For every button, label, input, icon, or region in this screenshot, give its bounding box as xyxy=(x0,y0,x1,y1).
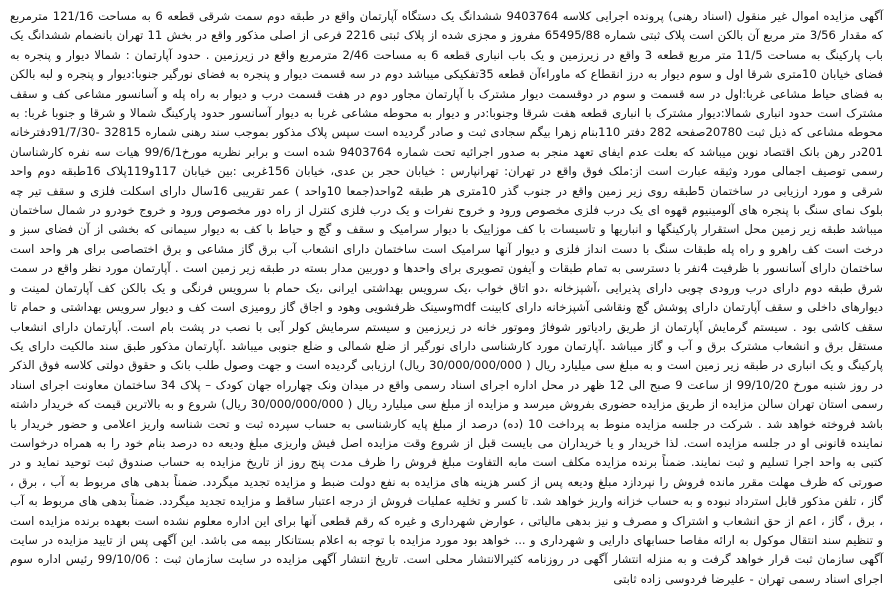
notice-body-text: آگهی مزایده اموال غیر منقول (اسناد رهنی) پرونده اجرایی کلاسه 9403764 ششدانگ یک دستگاه آپارتمان واقع در طبقه دوم سمت شرقی قطعه 6 به مساحت 121/16 مترمربع که مقدار 3/56 متر مربع آن بالکن است پلاک ثبتی شماره 65495/88 مفروز و مجزی شده از پلاک ثبتی 2216 فرعی از اصلی مذکور واقع در بخش 11 تهران بانضمام ششدانگ یک باب پارکینگ به مساحت 11/5 متر مربع قطعه 3 واقع در زیرزمین و یک باب انباری قطعه 6 به مساحت 2/46 مترمربع واقع در زیرزمین . حدود آپارتمان : شمالا دیوار و پنجره به فضای خیابان 10متری شرقا اول و سوم دیوار به درز انقطاع که ماوراءآن قطعه 35تفکیکی میباشد دوم در سه قسمت دیوار و پنجره به فضای نورگیر جنوبا:دیوار و پنجره و لبه بالکن به فضای حیاط مشاعی غربا:اول در سه قسمت و سوم در دوقسمت دیوار مشترک با آپارتمان مجاور دوم در هفت قسمت درب و دیوار به راه پله و آسانسور مشاعی کف و سقف مشترک است حدود انباری شمالا:دیوار مشترک با انباری قطعه هفت شرقا وجنوبا:در و دیوار به محوطه مشاعی غربا به دیوار آسانسور حدود پارکینگ شمالا و شرقا و جنوبا غربا: به محوطه مشاعی که ذیل ثبت 20780صفحه 282 دفتر 110بنام زهرا بیگم سجادی ثبت و صادر گردیده است سپس پلاک مذکور بموجب سند رهنی شماره 32815 -91/7/30دفترخانه 201در رهن بانک اقتصاد نوین میباشد که بعلت عدم ایفای تعهد منجر به صدور اجرائیه تحت شماره 9403764 شده است و برابر نظریه مورخ99/6/1 هیات سه نفره کارشناسان رسمی توصیف اجمالی مورد وثیقه عبارت است از:ملک فوق واقع در تهران: تهرانپارس : خیابان حجر بن عدی، خیابان 156غربی :بین خیابان 117و119پلاک 16طبقه دوم واحد شرقی و مورد ارزیابی در ساختمان 5طبقه روی زیر زمین واقع در جنوب گذر 10متری هر طبقه 2واحد(جمعا 10واحد ) عمر تقریبی 16سال دارای اسکلت فلزی و سقف تیر چه بلوک نمای سنگ با پنجره های آلومینیوم قهوه ای یک درب فلزی مخصوص ورود و خروج نفرات و یک درب فلزی کنترل از راه دور مخصوص ورود و خروج خودرو در شمال ساختمان میباشد طبقه زیر زمین محل استقرار پارکینگها و انباریها و تاسیسات با کف موزاییک با دیوار سرامیک و سقف و گچ و حیاط با کف به دیوار سیمانی که بخشی از آن فضای سبز و درخت است کف راهرو و راه پله طبقات سنگ با دست انداز فلزی و دیوار آنها سرامیک است ساختمان دارای انشعاب آب برق گاز مشاعی و برق اختصاصی برای هر واحد است ساختمان دارای آسانسور با ظرفیت 4نفر با دسترسی به تمام طبقات و آیفون تصویری برای واحدها و دوربین مدار بسته در طبقه زیر زمین است . آپارتمان مورد نظر واقع در سمت شرق طبقه دوم دارای درب ورودی چوبی دارای پذیرایی ،آشپزخانه ،دو اتاق خواب ،یک سرویس بهداشتی ایرانی ،یک حمام با سرویس فرنگی و یک بالکن کف آپارتمان لمینت و دیوارهای داخلی و سقف آپارتمان دارای پوشش گچ ونقاشی آشپزخانه دارای کابینت mdfوسینک ظرفشویی وهود و اجاق گاز رومیزی است کف و دیوار سرویس بهداشتی و حمام تا سقف کاشی بود . سیستم گرمایش آپارتمان از طریق رادیاتور شوفاژ وموتور خانه در زیرزمین و سیستم سرمایش کولر آبی با نصب در پشت بام است. آپارتمان دارای انشعاب مستقل برق و انشعاب مشترک برق و آب و گاز میباشد .آپارتمان مورد کارشناسی دارای نورگیر از ضلع شمالی و ضلع جنوبی میباشد .آپارتمان مذکور طبق سند مالکیت دارای یک پارکینگ و یک انباری در طبقه زیر زمین است و به مبلغ سی میلیارد ریال ( 30/000/000/000 ریال) ارزیابی گردیده است و جهت وصول طلب بانک و حقوق دولتی کلاسه فوق الذکر در روز شنبه مورخ 99/10/20 از ساعت 9 صبح الی 12 ظهر در محل اداره اجرای اسناد رسمی واقع در میدان ونک چهارراه جهان کودک – پلاک 34 ساختمان معاونت اجرای اسناد رسمی استان تهران سالن مزایده از طریق مزایده حضوری بفروش میرسد و مزایده از مبلغ سی میلیارد ریال ( 30/000/000/000 ریال) شروع و به بالاترین قیمت که خریدار داشته باشد فروخته خواهد شد . شرکت در جلسه مزایده منوط به پرداخت 10 (ده) درصد از مبلغ پایه کارشناسی به حساب سپرده ثبت و تحت شناسه واریز اعلامی و حضور خریدار با نماینده قانونی او در جلسه مزایده است. لذا خریدار و یا خریداران می بایست قبل از شروع وقت مزایده اصل فیش واریزی مبلغ ودیعه ده درصد بنام خود را به همراه درخواست کتبی به واحد اجرا تسلیم و ثبت نمایند. ضمناً برنده مزایده مکلف است مابه التفاوت مبلغ فروش را ظرف مدت پنج روز از تاریخ مزایده به حساب صندوق ثبت توحید نماید و در صورتی که ظرف مهلت مقرر مانده فروش را نپردازد مبلغ ودیعه پس از کسر هزینه های مزایده به نفع دولت ضبط و مزایده تجدید میگردد. ضمناً بدهی های مربوط به آب ، برق ، گاز ، تلفن مذکور قابل استرداد نبوده و به حساب خزانه واریز خواهد شد. تا کسر و تخلیه عملیات فروش از درجه اعتبار ساقط و مزایده تجدید میگردد. ضمناً بدهی های مربوط به آب ، برق ، گاز ، اعم از حق انشعاب و اشتراک و مصرف و نیز بدهی مالیاتی ، عوارض شهرداری و غیره که رقم قطعی آنها برای این اداره معلوم نشده است بعهده برنده مزایده است و تنظیم سند انتقال موکول به ارائه مفاصا حسابهای دارایی و شهرداری و ... خواهد بود مورد مزایده با توجه به اعلام بستانکار بیمه می باشد. این آگهی پس از تایید مزایده در سایت آگهی سازمان ثبت قرار خواهد گرفت و به منزله انتشار آگهی در روزنامه کثیرالانتشار محلی است. تاریخ انتشار آگهی مزایده در سایت سازمان ثبت : 99/10/06 رئیس اداره سوم اجرای اسناد رسمی تهران - علیرضا فردوسی زاده ثابتی xyxy=(10,9,884,586)
